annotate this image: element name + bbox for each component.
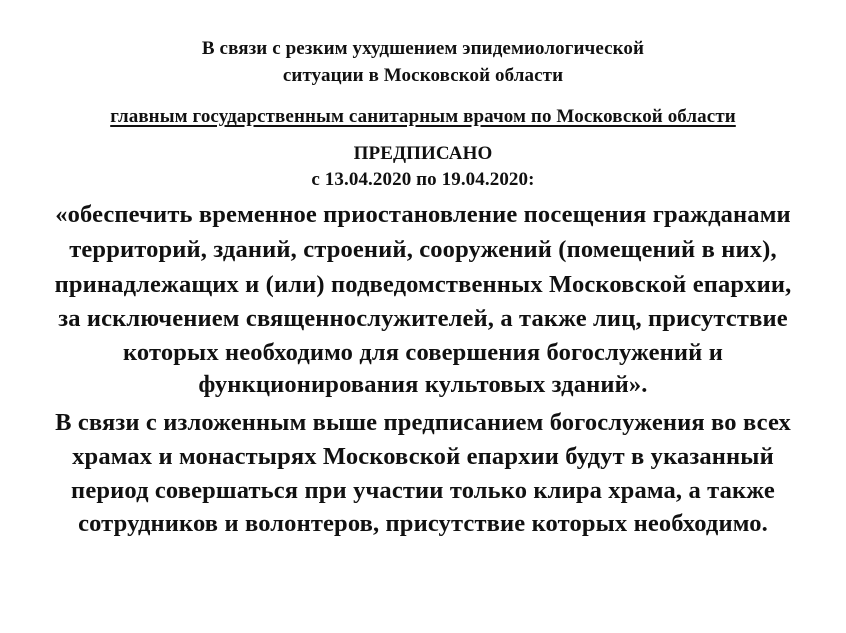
quote-line-6: функционирования культовых зданий». <box>198 371 648 398</box>
quote-line-1: «обеспечить временное приостановление посещения гражданами <box>55 201 791 228</box>
quote-line-5: которых необходимо для совершения богослужений и <box>122 339 723 366</box>
quote-line-4: за исключением священнослужителей, а также лиц, присутствие <box>58 305 788 332</box>
prescribed-period: с 13.04.2020 по 19.04.2020: <box>311 169 535 190</box>
prescribed-label: ПРЕДПИСАНО <box>353 143 493 164</box>
conclusion-line-4: сотрудников и волонтеров, присутствие которых необходимо. <box>78 510 768 537</box>
conclusion-line-1: В связи с изложенным выше предписанием богослужения во всех <box>55 409 791 436</box>
conclusion-line-3: период совершаться при участии только клира храма, а также <box>71 477 775 504</box>
quote-line-3: принадлежащих и (или) подведомственных Московской епархии, <box>54 271 792 298</box>
authority-line: главным государственным санитарным врачом по Московской области <box>110 106 736 127</box>
conclusion-line-2: храмах и монастырях Московской епархии будут в указанный <box>72 443 774 470</box>
heading-line-1: В связи с резким ухудшением эпидемиологической <box>201 38 645 59</box>
heading-line-2: ситуации в Московской области <box>282 65 564 86</box>
quote-line-2: территорий, зданий, строений, сооружений (помещений в них), <box>69 236 777 263</box>
